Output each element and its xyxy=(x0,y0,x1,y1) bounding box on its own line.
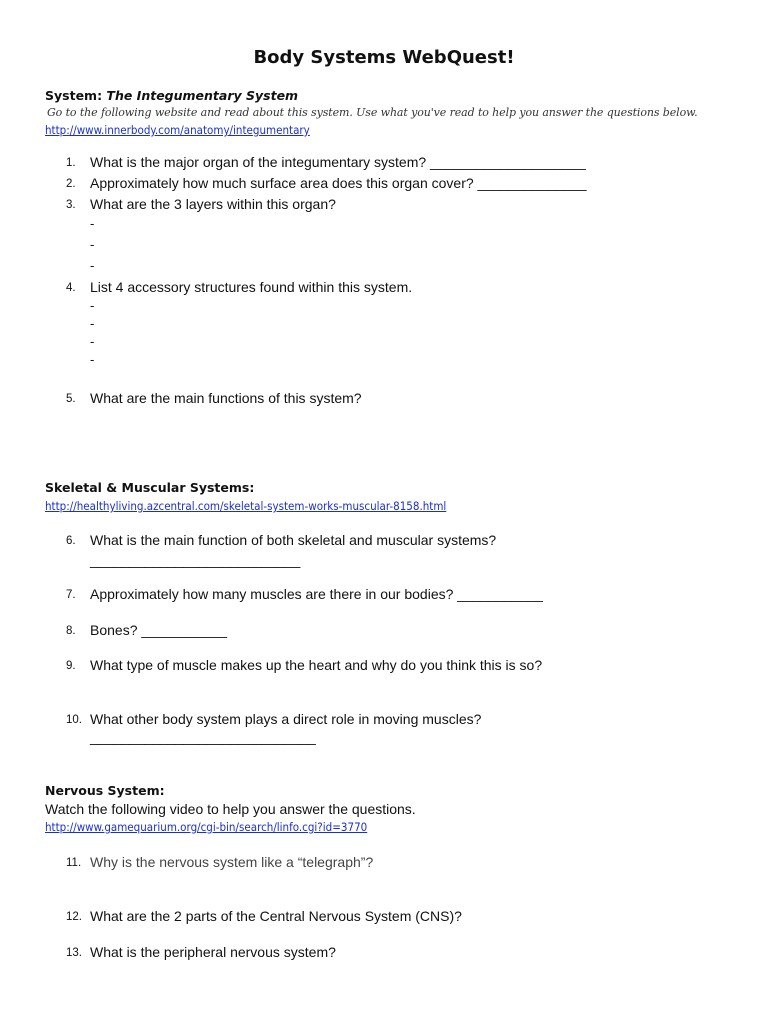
answer-dash: - xyxy=(90,216,95,231)
question-2 xyxy=(66,175,587,191)
question-number: 12. xyxy=(66,911,82,923)
question-text: List 4 accessory structures found within this system. xyxy=(90,279,413,295)
question-number: 4. xyxy=(66,282,76,294)
nervous-intro: Watch the following video to help you answer the questions. xyxy=(45,801,416,817)
question-13 xyxy=(66,944,336,960)
question-3 xyxy=(66,196,336,212)
question-text: What are the 2 parts of the Central Nervous System (CNS)? xyxy=(90,908,462,924)
integumentary-link[interactable]: http://www.innerbody.com/anatomy/integumentary xyxy=(45,123,310,137)
question-1 xyxy=(66,154,586,170)
page-title: Body Systems WebQuest! xyxy=(253,47,515,68)
question-text: Why is the nervous system like a “telegraph”? xyxy=(90,854,374,870)
answer-dash: - xyxy=(90,298,95,313)
skeletal-link[interactable]: http://healthyliving.azcentral.com/skeletal-system-works-muscular-8158.html xyxy=(45,499,447,513)
question-number: 2. xyxy=(66,178,76,190)
question-6 xyxy=(66,532,496,548)
question-number: 6. xyxy=(66,535,76,547)
question-number: 5. xyxy=(66,393,76,405)
integumentary-heading xyxy=(45,88,298,103)
question-text: What is the peripheral nervous system? xyxy=(90,944,336,960)
question-9 xyxy=(66,657,542,673)
skeletal-heading: Skeletal & Muscular Systems: xyxy=(45,480,255,495)
answer-line: ___________________________ xyxy=(90,552,301,568)
question-number: 3. xyxy=(66,199,76,211)
answer-dash: - xyxy=(90,334,95,349)
question-8 xyxy=(66,622,227,638)
question-7 xyxy=(66,586,543,602)
question-5 xyxy=(66,390,362,406)
question-12 xyxy=(66,908,462,924)
question-4 xyxy=(66,279,412,295)
question-10 xyxy=(66,711,481,727)
question-text: What is the main function of both skeletal and muscular systems? xyxy=(90,532,497,548)
question-text: What are the main functions of this system? xyxy=(90,390,362,406)
nervous-link[interactable]: http://www.gamequarium.org/cgi-bin/search/linfo.cgi?id=3770 xyxy=(45,820,368,834)
question-number: 7. xyxy=(66,589,76,601)
question-number: 11. xyxy=(66,857,82,869)
question-text: Bones? ___________ xyxy=(90,622,228,638)
answer-dash: - xyxy=(90,316,95,331)
question-text: Approximately how much surface area does this organ cover? ______________ xyxy=(90,175,587,191)
question-number: 1. xyxy=(66,157,76,169)
question-11 xyxy=(66,854,373,870)
integumentary-intro: Go to the following website and read about this system. Use what you've read to help you answer the questions below. xyxy=(47,106,698,119)
integumentary-heading-name: The Integumentary System xyxy=(106,88,299,103)
question-text: What is the major organ of the integumentary system? ____________________ xyxy=(90,154,586,170)
answer-dash: - xyxy=(90,258,95,273)
question-number: 9. xyxy=(66,660,76,672)
question-text: What other body system plays a direct role in moving muscles? xyxy=(90,711,482,727)
question-number: 10. xyxy=(66,714,82,726)
integumentary-heading-prefix: System: xyxy=(45,88,107,103)
question-text: What are the 3 layers within this organ? xyxy=(90,196,336,212)
nervous-heading: Nervous System: xyxy=(45,783,165,798)
answer-dash: - xyxy=(90,352,95,367)
question-number: 8. xyxy=(66,625,76,637)
answer-line: _____________________________ xyxy=(90,729,316,745)
question-text: What type of muscle makes up the heart and why do you think this is so? xyxy=(90,657,543,673)
question-text: Approximately how many muscles are there in our bodies? ___________ xyxy=(90,586,543,602)
answer-dash: - xyxy=(90,237,95,252)
question-number: 13. xyxy=(66,947,82,959)
